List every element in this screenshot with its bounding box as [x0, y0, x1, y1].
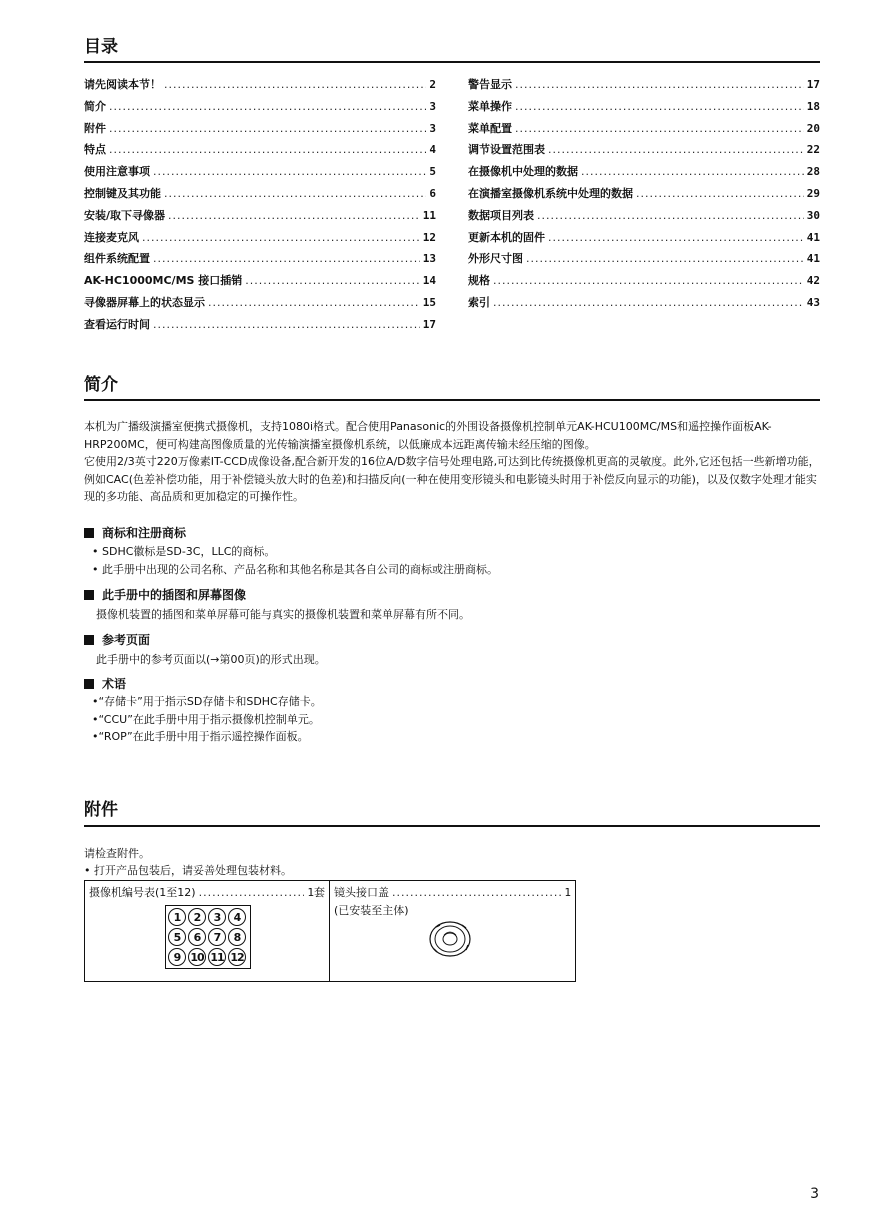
camera-number-badge: 7	[208, 928, 226, 946]
toc-entry-page: 17	[422, 317, 436, 331]
lens-mount-cap-line	[334, 884, 571, 900]
camera-number-badge: 4	[228, 908, 246, 926]
dot-leader	[168, 209, 420, 222]
toc-entry[interactable]	[84, 141, 436, 163]
dot-leader	[199, 886, 305, 899]
illustration-text: 摄像机装置的插图和菜单屏幕可能与真实的摄像机装置和菜单屏幕有所不同。	[96, 608, 470, 621]
page-number: 3	[810, 1186, 819, 1202]
toc-entry-label: 连接麦克风	[84, 230, 139, 244]
trademark-heading	[84, 524, 186, 541]
camera-number-plate	[165, 905, 251, 969]
toc-entry-page: 13	[422, 252, 436, 266]
toc-entry-page: 17	[806, 78, 820, 91]
toc-entry[interactable]	[468, 120, 820, 142]
toc-entry-page: 3	[429, 121, 436, 135]
toc-entry[interactable]	[468, 207, 820, 229]
trademark-list	[92, 543, 498, 578]
toc-entry-label: AK-HC1000MC/MS 接口插销	[84, 274, 243, 288]
accessories-check-text: 请检查附件。	[84, 847, 150, 860]
terms-heading	[84, 675, 126, 692]
toc-entry[interactable]	[468, 141, 820, 163]
dot-leader	[109, 143, 426, 156]
dot-leader	[164, 187, 426, 200]
toc-entry[interactable]	[84, 272, 436, 294]
toc-right-column	[468, 76, 820, 316]
dot-leader	[208, 296, 420, 309]
dot-leader	[392, 886, 561, 899]
toc-entry-label: 寻像器屏幕上的状态显示	[84, 295, 205, 309]
lens-mount-cap-note: (已安装至主体)	[334, 904, 409, 917]
camera-number-table-cell	[85, 881, 330, 981]
intro-title: 简介	[84, 375, 118, 395]
lens-mount-cap-qty: 1	[564, 886, 571, 899]
toc-entry-page: 42	[806, 274, 820, 288]
toc-entry[interactable]	[468, 250, 820, 272]
accessories-title: 附件	[84, 800, 118, 820]
toc-entry-page: 11	[422, 208, 436, 222]
toc-entry[interactable]	[84, 163, 436, 185]
toc-entry-label: 索引	[468, 295, 490, 309]
camera-number-table-line	[89, 884, 325, 900]
toc-entry[interactable]	[84, 98, 436, 120]
intro-paragraph-1: 本机为广播级演播室便携式摄像机，支持1080i格式。配合使用Panasonic的外围设备摄像机控制单元AK-HCU100MC/MS和遥控操作面板AK-HRP200MC，便可构建高图像质量的光传输演播室摄像机系统，以低廉成本远距离传输未经压缩的图像。	[84, 420, 772, 451]
toc-entry-label: 安装/取下寻像器	[84, 208, 166, 222]
camera-number-badge: 9	[168, 948, 186, 966]
dot-leader	[164, 78, 426, 91]
toc-entry-page: 22	[806, 143, 820, 157]
toc-entry[interactable]	[468, 163, 820, 185]
list-item: •“CCU”在此手册中用于指示摄像机控制单元。	[92, 712, 320, 726]
camera-number-badge: 11	[208, 948, 226, 966]
square-bullet-icon	[84, 635, 94, 645]
toc-entry-label: 调节设置范围表	[468, 143, 545, 157]
toc-entry-label: 警告显示	[468, 78, 512, 91]
toc-entry-label: 数据项目列表	[468, 208, 534, 222]
toc-entry-label: 简介	[84, 99, 106, 113]
toc-entry-page: 28	[806, 165, 820, 179]
reference-title: 参考页面	[102, 633, 151, 647]
dot-leader	[493, 296, 804, 309]
camera-number-table-qty: 1套	[307, 886, 325, 899]
camera-number-badge: 3	[208, 908, 226, 926]
toc-entry-page: 12	[422, 230, 436, 244]
lens-mount-cap-cell	[330, 881, 575, 981]
toc-entry-label: 使用注意事项	[84, 165, 150, 179]
toc-entry[interactable]	[468, 76, 820, 98]
toc-entry-label: 在演播室摄像机系统中处理的数据	[468, 186, 633, 200]
dot-leader	[245, 274, 419, 287]
toc-entry-page: 43	[806, 295, 820, 309]
toc-entry-page: 2	[429, 78, 436, 91]
toc-entry-label: 规格	[468, 274, 490, 288]
camera-number-badge: 1	[168, 908, 186, 926]
toc-entry[interactable]	[468, 229, 820, 251]
dot-leader	[153, 318, 420, 331]
terms-list	[92, 693, 322, 746]
square-bullet-icon	[84, 679, 94, 689]
toc-entry-page: 5	[429, 165, 436, 179]
camera-number-table-label: 摄像机编号表(1至12)	[89, 886, 196, 899]
toc-entry-label: 查看运行时间	[84, 317, 150, 331]
toc-entry[interactable]	[468, 272, 820, 294]
toc-entry-page: 29	[806, 186, 820, 200]
toc-entry-page: 14	[422, 274, 436, 288]
toc-entry-page: 6	[429, 186, 436, 200]
camera-number-badge: 5	[168, 928, 186, 946]
camera-number-badge: 12	[228, 948, 246, 966]
camera-number-badge: 6	[188, 928, 206, 946]
reference-text: 此手册中的参考页面以(→第00页)的形式出现。	[96, 653, 326, 666]
lens-mount-cap-label: 镜头接口盖	[334, 886, 389, 899]
toc-entry[interactable]	[84, 316, 436, 338]
accessories-table	[84, 880, 576, 982]
trademark-title: 商标和注册商标	[102, 526, 187, 540]
toc-entry-page: 41	[806, 252, 820, 266]
list-item: • 此手册中出现的公司名称、产品名称和其他名称是其各自公司的商标或注册商标。	[92, 562, 498, 576]
intro-rule	[84, 399, 820, 401]
toc-entry-page: 30	[806, 208, 820, 222]
toc-entry[interactable]	[84, 294, 436, 316]
dot-leader	[142, 231, 420, 244]
toc-left-column	[84, 76, 436, 338]
dot-leader	[515, 78, 804, 91]
toc-entry[interactable]	[84, 120, 436, 142]
dot-leader	[548, 143, 804, 156]
toc-entry[interactable]	[84, 229, 436, 251]
toc-entry[interactable]	[84, 250, 436, 272]
accessories-rule	[84, 825, 820, 827]
toc-entry[interactable]	[468, 185, 820, 207]
lens-mount-cap-icon	[426, 919, 474, 959]
list-item: • SDHC徽标是SD-3C，LLC的商标。	[92, 545, 276, 558]
reference-heading	[84, 631, 150, 648]
camera-number-badge: 10	[188, 948, 206, 966]
list-item: •“ROP”在此手册中用于指示遥控操作面板。	[92, 730, 309, 743]
camera-number-badge: 8	[228, 928, 246, 946]
toc-entry-label: 菜单操作	[468, 99, 512, 113]
square-bullet-icon	[84, 590, 94, 600]
toc-entry-label: 外形尺寸图	[468, 252, 523, 266]
toc-entry-page: 20	[806, 121, 820, 135]
accessories-packaging-text: • 打开产品包装后，请妥善处理包装材料。	[84, 864, 292, 877]
toc-entry[interactable]	[84, 76, 436, 98]
toc-entry[interactable]	[84, 185, 436, 207]
toc-entry-page: 4	[429, 143, 436, 157]
dot-leader	[153, 165, 426, 178]
illustration-heading	[84, 586, 246, 603]
toc-entry-label: 附件	[84, 121, 106, 135]
toc-entry-label: 菜单配置	[468, 121, 512, 135]
dot-leader	[493, 274, 804, 287]
camera-number-badge: 2	[188, 908, 206, 926]
toc-title: 目录	[84, 37, 118, 57]
list-item: •“存储卡”用于指示SD存储卡和SDHC存储卡。	[92, 695, 322, 708]
toc-rule	[84, 61, 820, 63]
dot-leader	[153, 252, 420, 265]
toc-entry-page: 15	[422, 295, 436, 309]
dot-leader	[515, 100, 804, 113]
dot-leader	[548, 231, 804, 244]
dot-leader	[537, 209, 804, 222]
dot-leader	[526, 252, 804, 265]
toc-entry[interactable]	[468, 294, 820, 316]
toc-entry-page: 3	[429, 99, 436, 113]
dot-leader	[109, 122, 426, 135]
dot-leader	[581, 165, 804, 178]
toc-entry[interactable]	[468, 98, 820, 120]
terms-title: 术语	[102, 677, 127, 691]
toc-entry-label: 特点	[84, 143, 106, 157]
toc-entry-label: 请先阅读本节！	[84, 78, 161, 91]
dot-leader	[636, 187, 804, 200]
toc-entry[interactable]	[84, 207, 436, 229]
illustration-title: 此手册中的插图和屏幕图像	[102, 588, 247, 602]
toc-entry-page: 18	[806, 99, 820, 113]
dot-leader	[109, 100, 426, 113]
intro-paragraph-2: 它使用2/3英寸220万像素IT-CCD成像设备,配合新开发的16位A/D数字信号处理电路,可达到比传统摄像机更高的灵敏度。此外,它还包括一些新增功能，例如CAC(色差补偿功能，用于补偿镜头放大时的色差)和扫描反向(一种在使用变形镜头和电影镜头时用于补偿反向显示的功能)，以及仅数字处理才能实现的多功能、高品质和更加稳定的可操作性。	[84, 455, 820, 503]
toc-entry-label: 组件系统配置	[84, 252, 150, 266]
dot-leader	[515, 122, 804, 135]
toc-entry-page: 41	[806, 230, 820, 244]
toc-entry-label: 控制键及其功能	[84, 186, 161, 200]
square-bullet-icon	[84, 528, 94, 538]
toc-entry-label: 更新本机的固件	[468, 230, 545, 244]
toc-entry-label: 在摄像机中处理的数据	[468, 165, 578, 179]
